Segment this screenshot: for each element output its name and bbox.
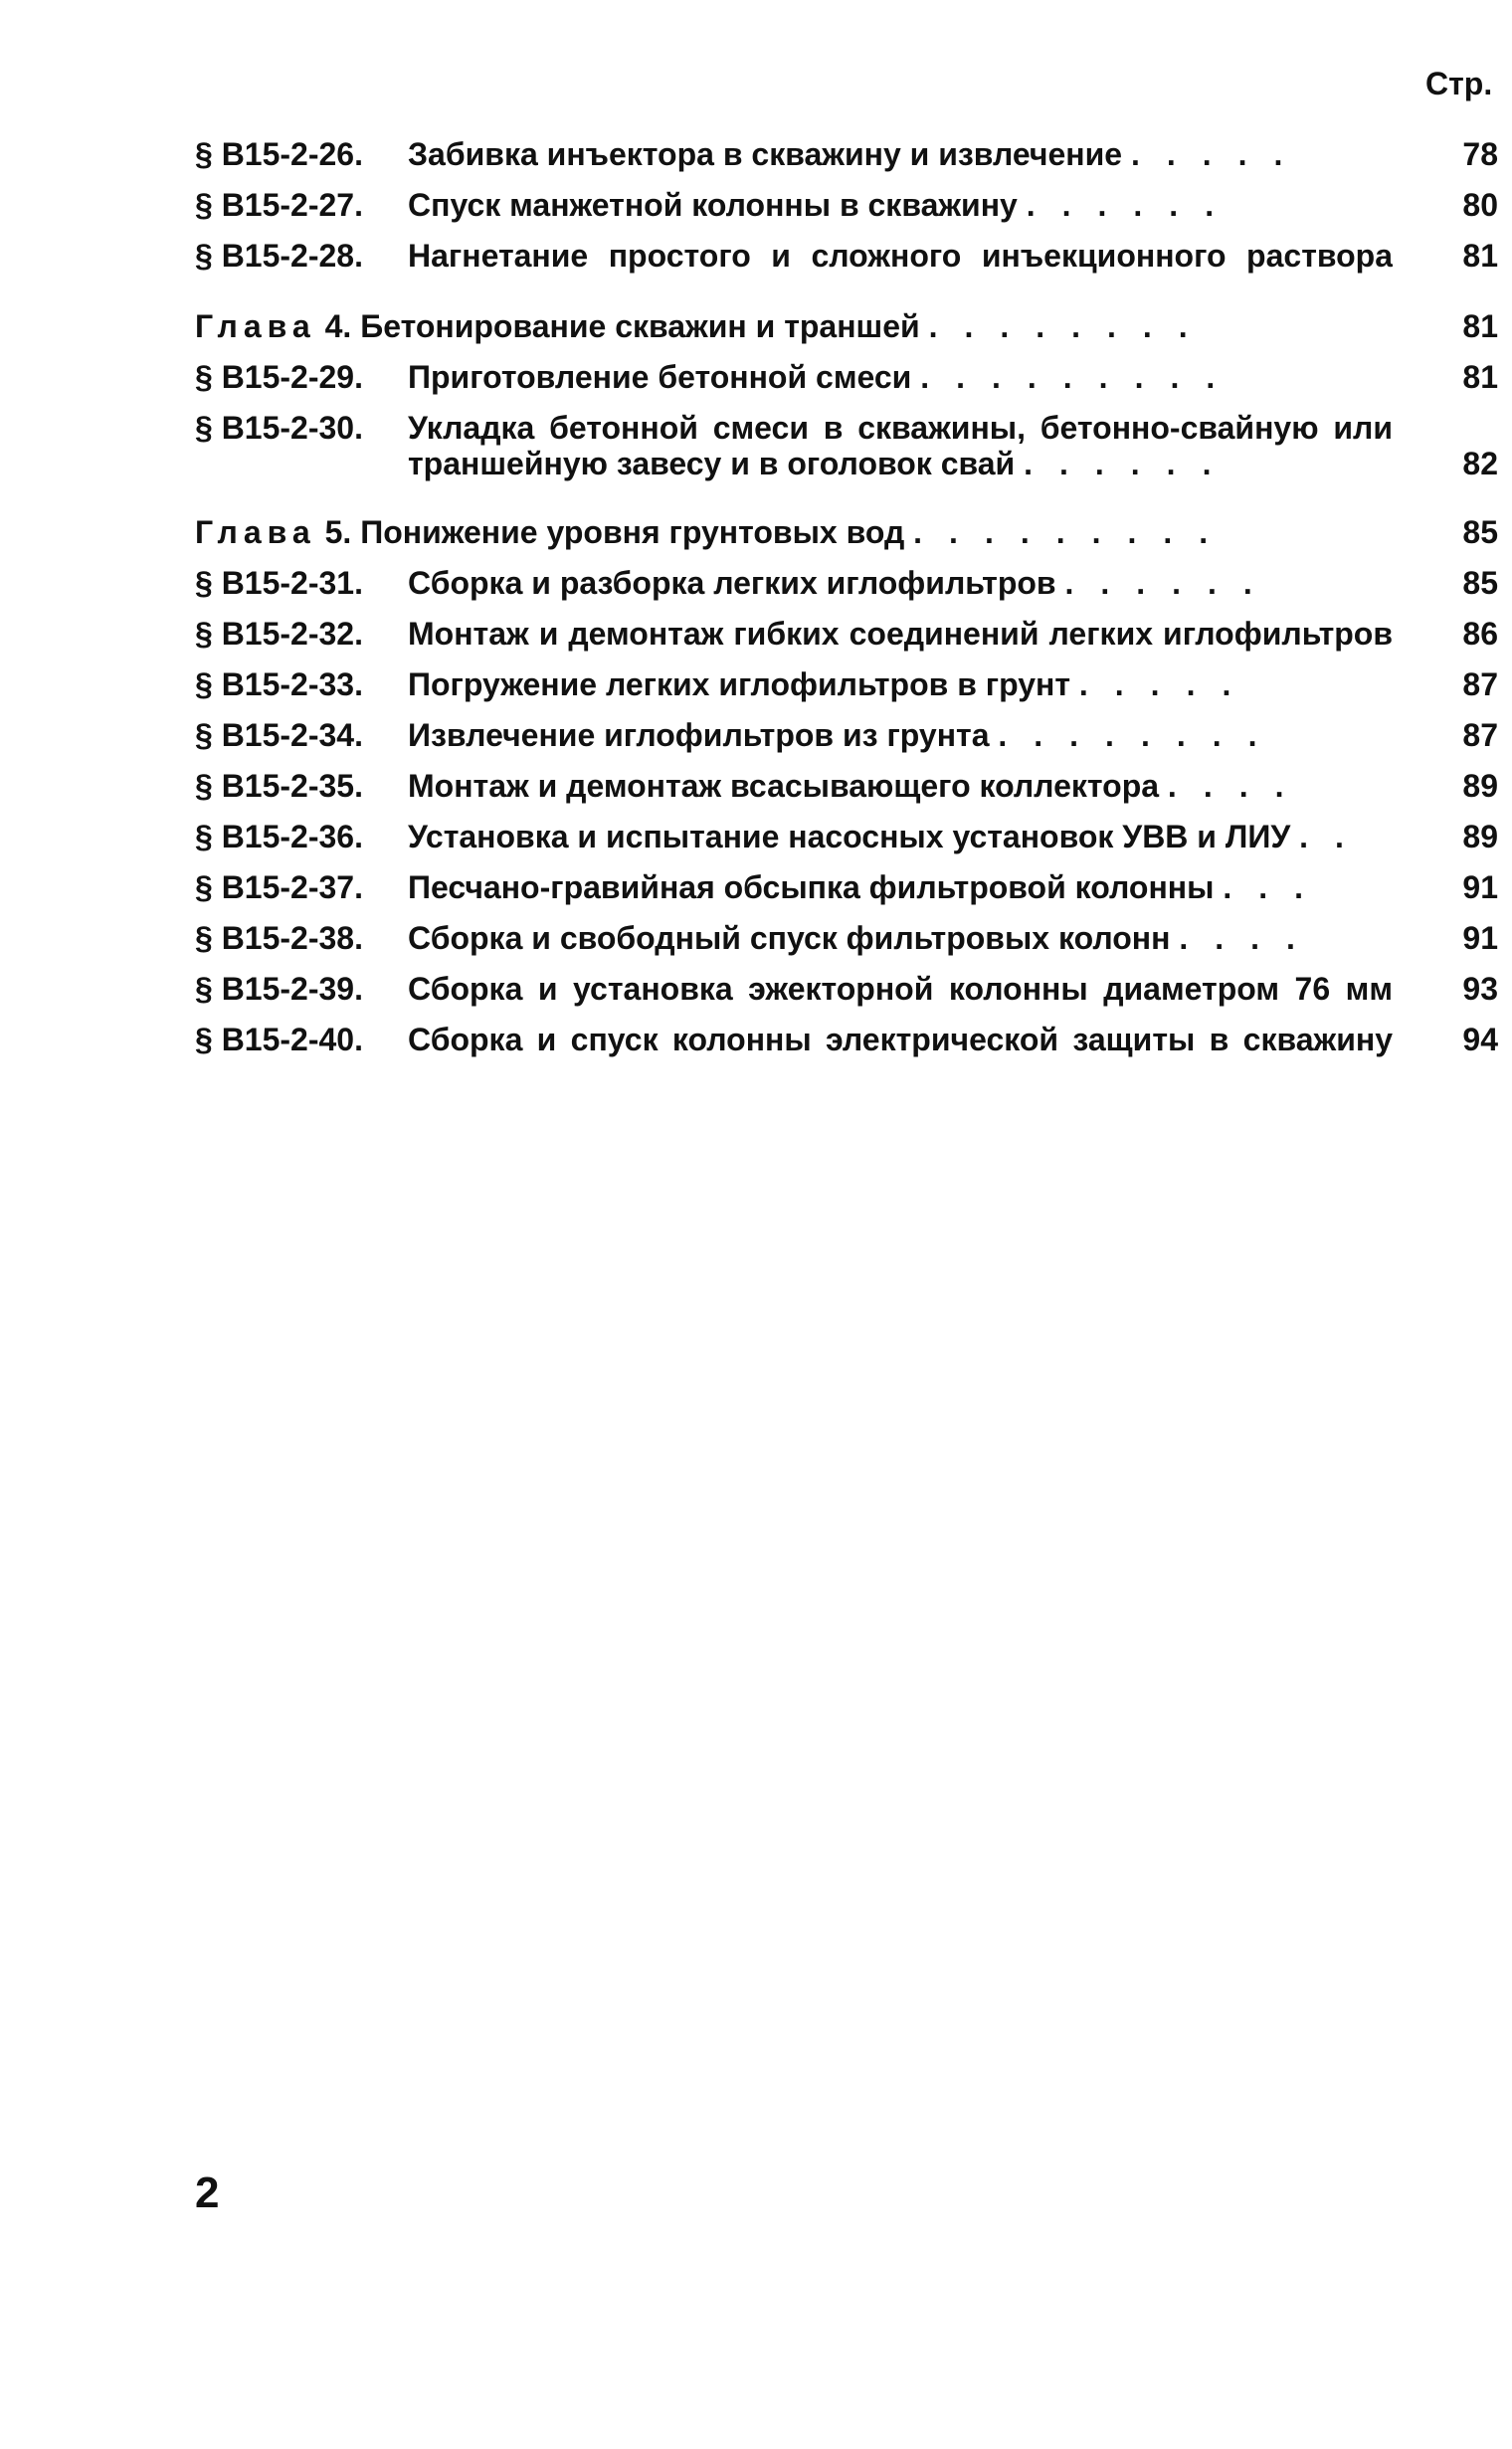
entry-code: § В15-2-40. <box>195 1022 363 1057</box>
entry-code: § В15-2-26. <box>195 136 363 172</box>
leader-dots: ......... <box>920 359 1242 395</box>
entry-title: Монтаж и демонтаж гибких соединений легких иглофильтров <box>408 616 1393 652</box>
chapter-title: Глава 4. Бетонирование скважин и траншей ........ <box>195 308 1215 344</box>
entry-page: 89 <box>1462 819 1498 854</box>
entry-title: Сборка и установка эжекторной колонны диаметром 76 мм <box>408 971 1393 1007</box>
entry-code: § В15-2-33. <box>195 666 363 702</box>
toc-entry <box>195 761 1498 812</box>
entry-code: § В15-2-27. <box>195 187 363 223</box>
entry-title: Погружение легких иглофильтров в грунт ..... <box>408 666 1258 702</box>
entry-page: 81 <box>1462 238 1498 274</box>
toc-entry <box>195 710 1498 761</box>
toc-entry <box>195 558 1498 609</box>
toc-entry <box>195 609 1498 659</box>
entry-title: Забивка инъектора в скважину и извлечение ..... <box>408 136 1310 172</box>
toc-entry <box>195 403 1498 487</box>
entry-code: § В15-2-35. <box>195 768 363 804</box>
entry-code: § В15-2-39. <box>195 971 363 1007</box>
entry-page: 93 <box>1462 971 1498 1007</box>
toc-entry <box>195 231 1498 282</box>
entry-code: § В15-2-30. <box>195 410 363 446</box>
entry-page: 85 <box>1462 565 1498 601</box>
entry-title: Нагнетание простого и сложного инъекционного раствора <box>408 238 1393 274</box>
entry-page: 87 <box>1462 666 1498 702</box>
entry-code: § В15-2-37. <box>195 869 363 905</box>
leader-dots: ......... <box>913 514 1235 550</box>
entry-page: 87 <box>1462 717 1498 753</box>
leader-dots: .. <box>1299 819 1371 854</box>
table-of-contents <box>195 129 1498 1065</box>
leader-dots: ........ <box>928 308 1215 344</box>
chapter-heading <box>195 301 1498 352</box>
leader-dots: ...... <box>1026 187 1241 223</box>
toc-entry <box>195 964 1498 1015</box>
entry-title: Сборка и спуск колонны электрической защиты в скважину <box>408 1022 1393 1057</box>
chapter-title: Глава 5. Понижение уровня грунтовых вод ......... <box>195 514 1235 550</box>
toc-entry <box>195 812 1498 862</box>
entry-page: 86 <box>1462 616 1498 652</box>
entry-title: Сборка и свободный спуск фильтровых колонн .... <box>408 920 1322 956</box>
leader-dots: ...... <box>1064 565 1279 601</box>
entry-code: § В15-2-28. <box>195 238 363 274</box>
entry-page: 81 <box>1462 308 1498 344</box>
entry-page: 82 <box>1462 446 1498 481</box>
toc-entry <box>195 1015 1498 1065</box>
entry-page: 94 <box>1462 1022 1498 1057</box>
toc-entry <box>195 352 1498 403</box>
entry-code: § В15-2-32. <box>195 616 363 652</box>
entry-title: Приготовление бетонной смеси ......... <box>408 359 1242 395</box>
leader-dots: ..... <box>1078 666 1258 702</box>
entry-title: Извлечение иглофильтров из грунта ........ <box>408 717 1284 753</box>
entry-code: § В15-2-36. <box>195 819 363 854</box>
chapter-heading <box>195 507 1498 558</box>
entry-title: Монтаж и демонтаж всасывающего коллектора .... <box>408 768 1311 804</box>
entry-code: § В15-2-31. <box>195 565 363 601</box>
leader-dots: ........ <box>998 717 1284 753</box>
entry-page: 91 <box>1462 920 1498 956</box>
leader-dots: ..... <box>1130 136 1310 172</box>
entry-page: 91 <box>1462 869 1498 905</box>
page-number: 2 <box>195 2168 220 2217</box>
toc-entry <box>195 862 1498 913</box>
entry-title: Установка и испытание насосных установок УВВ и ЛИУ .. <box>408 819 1371 854</box>
chapter-word: Глава <box>195 308 316 344</box>
toc-entry <box>195 659 1498 710</box>
leader-dots: .... <box>1179 920 1322 956</box>
toc-entry <box>195 180 1498 231</box>
entry-title: Спуск манжетной колонны в скважину ...... <box>408 187 1241 223</box>
entry-code: § В15-2-34. <box>195 717 363 753</box>
entry-page: 78 <box>1462 136 1498 172</box>
entry-code: § В15-2-29. <box>195 359 363 395</box>
page-label: Стр. <box>1425 66 1493 101</box>
chapter-word: Глава <box>195 514 316 550</box>
entry-title: Укладка бетонной смеси в скважины, бетонно-свайную или траншейную завесу и в оголовок свай ...... <box>408 410 1393 481</box>
entry-page: 89 <box>1462 768 1498 804</box>
leader-dots: ... <box>1223 869 1330 905</box>
entry-code: § В15-2-38. <box>195 920 363 956</box>
toc-entry <box>195 913 1498 964</box>
entry-page: 85 <box>1462 514 1498 550</box>
entry-page: 81 <box>1462 359 1498 395</box>
leader-dots: ...... <box>1024 446 1238 481</box>
entry-title: Песчано-гравийная обсыпка фильтровой колонны ... <box>408 869 1330 905</box>
toc-entry <box>195 129 1498 180</box>
leader-dots: .... <box>1167 768 1311 804</box>
entry-page: 80 <box>1462 187 1498 223</box>
entry-title: Сборка и разборка легких иглофильтров ...... <box>408 565 1279 601</box>
